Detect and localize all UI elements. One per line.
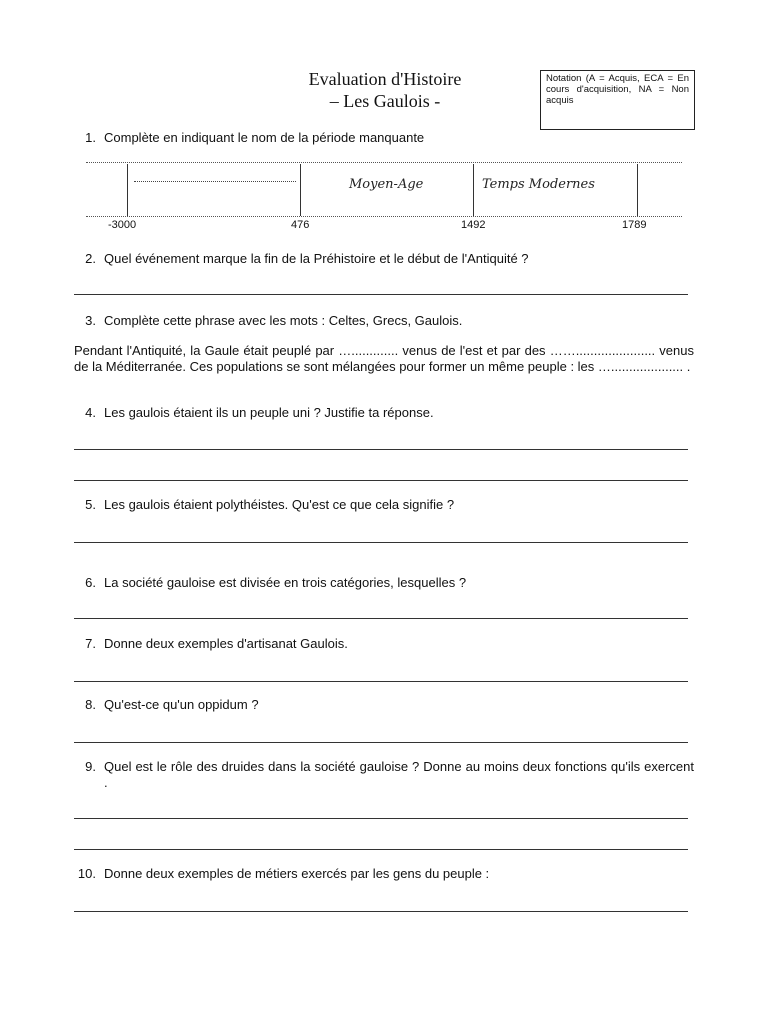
date-label: -3000 bbox=[108, 219, 137, 231]
question-number: 10. bbox=[77, 866, 96, 881]
answer-line[interactable] bbox=[74, 681, 688, 682]
answer-line[interactable] bbox=[74, 294, 688, 295]
question-8 bbox=[74, 697, 259, 713]
title-line-1: Evaluation d'Histoire bbox=[308, 69, 462, 89]
timeline-divider-1492 bbox=[473, 164, 474, 216]
question-2 bbox=[74, 251, 529, 267]
missing-period-blank[interactable] bbox=[134, 181, 296, 182]
date-label: 1492 bbox=[461, 219, 486, 231]
timeline-bottom-border bbox=[86, 216, 682, 217]
question-text: Donne deux exemples de métiers exercés par les gens du peuple : bbox=[104, 866, 490, 881]
answer-line[interactable] bbox=[74, 449, 688, 450]
question-3 bbox=[74, 313, 462, 329]
question-text: Quel est le rôle des druides dans la société gauloise ? Donne au moins deux fonctions qu'ils exercent . bbox=[104, 759, 694, 790]
timeline-divider-476 bbox=[300, 164, 301, 216]
era-moyen-age: Moyen-Age bbox=[349, 177, 424, 192]
answer-line[interactable] bbox=[74, 818, 688, 819]
question-5 bbox=[74, 497, 454, 513]
question-number: 5. bbox=[85, 497, 96, 512]
question-1 bbox=[74, 130, 424, 146]
answer-line[interactable] bbox=[74, 911, 688, 912]
question-4 bbox=[74, 405, 434, 421]
question-text: Qu'est-ce qu'un oppidum ? bbox=[104, 697, 259, 712]
timeline-divider-1789 bbox=[637, 164, 638, 216]
title-line-2: – Les Gaulois - bbox=[329, 91, 441, 111]
answer-line[interactable] bbox=[74, 480, 688, 481]
page-title bbox=[270, 68, 500, 112]
notation-box: Notation (A = Acquis, ECA = En cours d'acquisition, NA = Non acquis bbox=[540, 70, 695, 130]
timeline bbox=[86, 158, 682, 234]
date-label: 1789 bbox=[622, 219, 647, 231]
question-number: 8. bbox=[85, 697, 96, 712]
question-number: 7. bbox=[85, 636, 96, 651]
question-number: 4. bbox=[85, 405, 96, 420]
answer-line[interactable] bbox=[74, 618, 688, 619]
answer-line[interactable] bbox=[74, 849, 688, 850]
question-10 bbox=[74, 866, 489, 882]
answer-line[interactable] bbox=[74, 742, 688, 743]
question-7 bbox=[74, 636, 348, 652]
question-text: La société gauloise est divisée en trois catégories, lesquelles ? bbox=[104, 575, 467, 590]
timeline-top-border bbox=[86, 162, 682, 163]
question-number: 1. bbox=[85, 130, 96, 145]
question-text: Complète en indiquant le nom de la période manquante bbox=[104, 130, 425, 145]
question-number: 6. bbox=[85, 575, 96, 590]
question-text: Complète cette phrase avec les mots : Celtes, Grecs, Gaulois. bbox=[104, 313, 463, 328]
question-number: 9. bbox=[85, 759, 96, 774]
date-label: 476 bbox=[291, 219, 310, 231]
question-9 bbox=[74, 759, 694, 791]
question-text: Les gaulois étaient ils un peuple uni ? Justifie ta réponse. bbox=[104, 405, 434, 420]
question-number: 2. bbox=[85, 251, 96, 266]
question-text: Quel événement marque la fin de la Préhistoire et le début de l'Antiquité ? bbox=[104, 251, 529, 266]
era-temps-modernes: Temps Modernes bbox=[482, 177, 595, 192]
fill-in-paragraph[interactable]: Pendant l'Antiquité, la Gaule était peuplé par …............. venus de l'est et par des ……...................... venus de la Méditerranée. Ces populations se sont mélangées pour former un même peuple : les ….................... . bbox=[74, 343, 694, 374]
question-number: 3. bbox=[85, 313, 96, 328]
answer-line[interactable] bbox=[74, 542, 688, 543]
question-text: Donne deux exemples d'artisanat Gaulois. bbox=[104, 636, 348, 651]
question-text: Les gaulois étaient polythéistes. Qu'est ce que cela signifie ? bbox=[104, 497, 455, 512]
timeline-divider-minus3000 bbox=[127, 164, 128, 216]
question-6 bbox=[74, 575, 466, 591]
